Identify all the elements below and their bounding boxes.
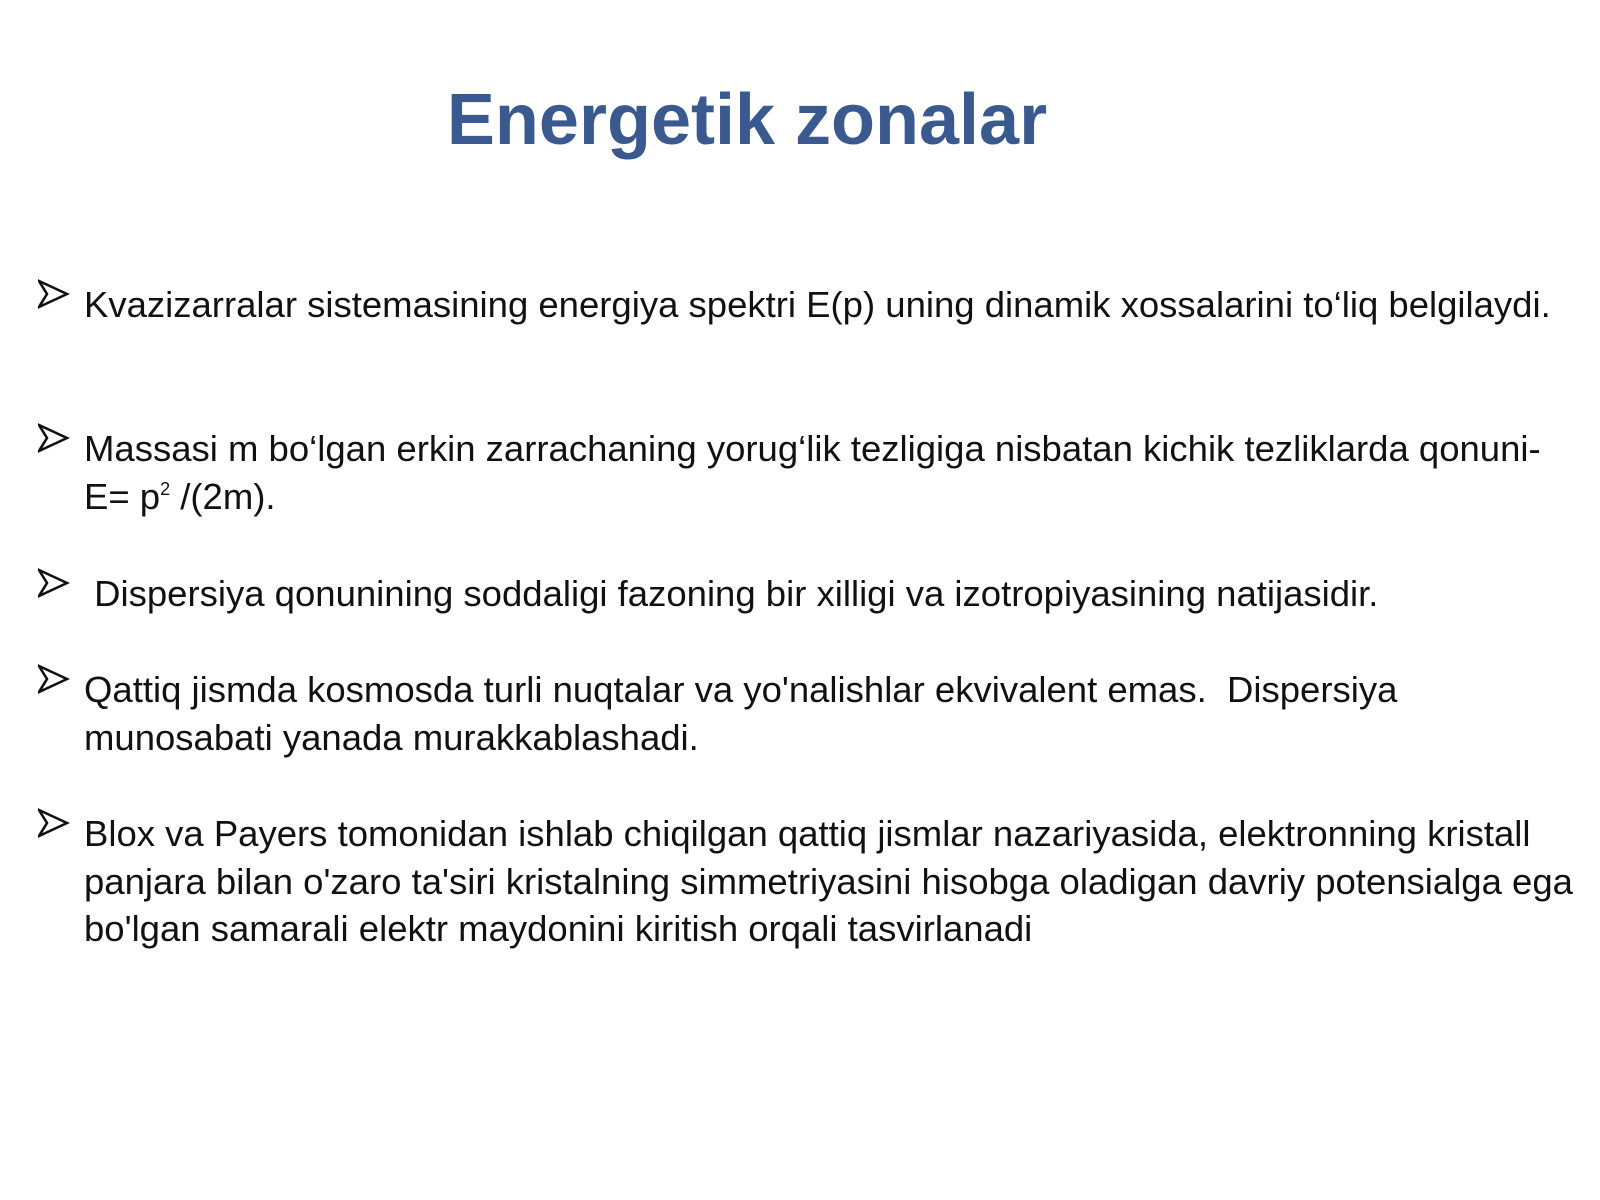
bullet-text: Dispersiya qonunining soddaligi fazoning bir xilligi va izotropiyasining natijasidir. [84,573,1379,614]
arrowhead-bullet-icon [38,277,70,311]
formula-text: Massasi m bo‘lgan erkin zarrachaning yorug‘lik tezligiga nisbatan kichik tezliklarda qonuni- E= p [84,428,1551,517]
bullet-text [84,425,1574,520]
slide-title: Energetik zonalar [446,80,1048,160]
arrowhead-bullet-icon [38,421,70,455]
arrowhead-bullet-icon [38,662,70,696]
arrowhead-bullet-icon [38,566,70,600]
superscript-exponent: 2 [160,478,171,499]
formula-text-end: /(2m). [170,475,276,517]
arrowhead-bullet-icon [38,806,70,840]
bullet-text: Blox va Payers tomonidan ishlab chiqilgan qattiq jismlar nazariyasida, elektronning kristall panjara bilan o'zaro ta'siri kristalning simmetriyasini hisobga oladigan davriy potensialga ega bo'lgan samarali elektr maydonini kiritish orqali tasvirlanadi [84,813,1584,949]
bullet-text: Kvazizarralar sistemasining energiya spektri E(p) uning dinamik xossalarini to‘liq belgilaydi. [84,284,1551,325]
bullet-text: Qattiq jismda kosmosda turli nuqtalar va yo'nalishlar ekvivalent emas. Dispersiya munosabati yanada murakkablashadi. [84,669,1408,758]
